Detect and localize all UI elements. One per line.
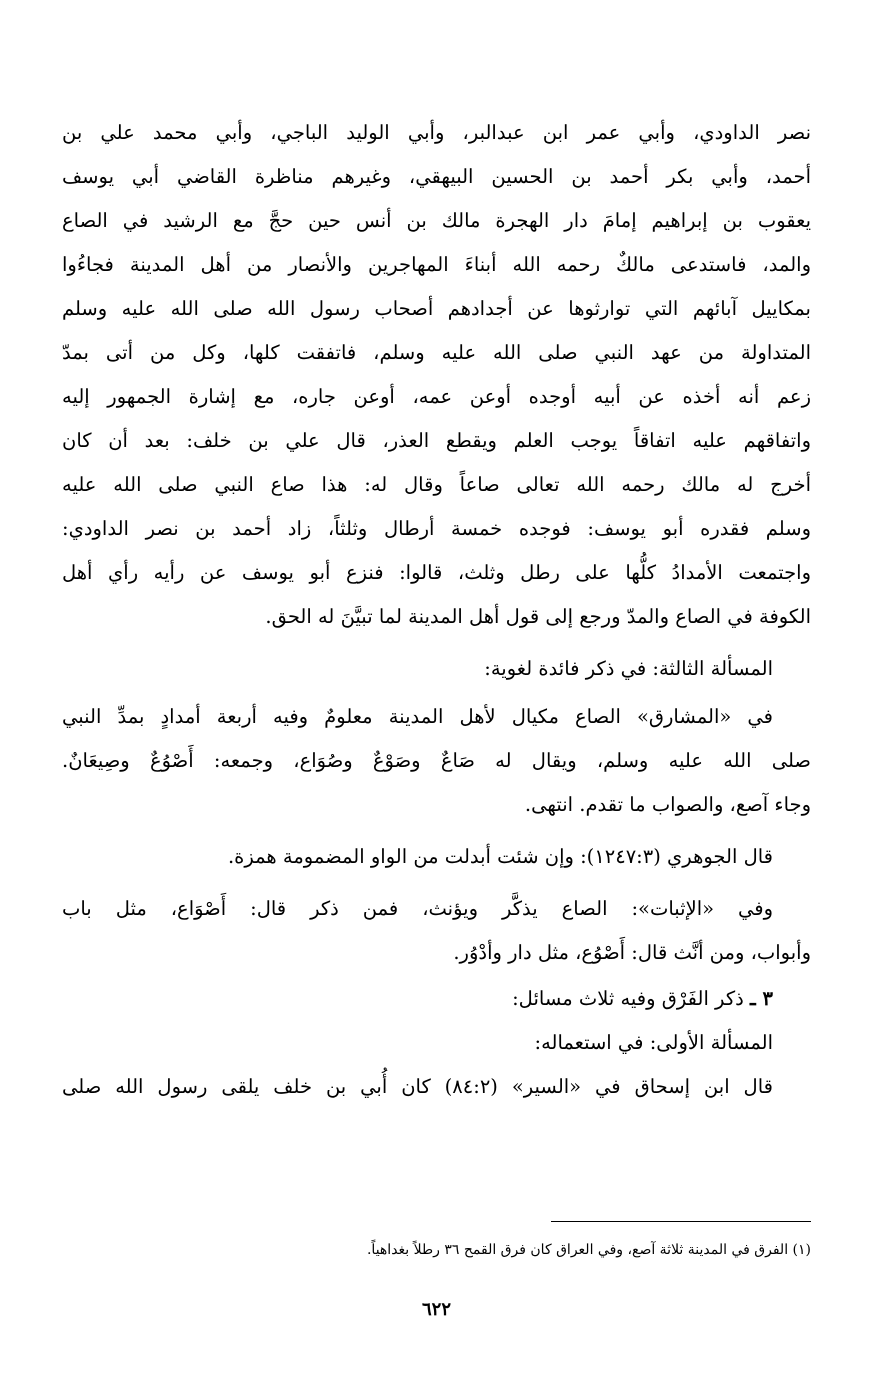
section-3-number: ٣ ـ <box>750 987 773 1010</box>
body-line-3: يعقوب بن إبراهيم إمامَ دار الهجرة مالك بن أنس حين حجَّ مع الرشيد في الصاع <box>62 209 811 232</box>
ibn-ishaq-line: قال ابن إسحاق في «السير» (٨٤:٢) كان أُبي بن خلف يلقى رسول الله صلى <box>62 1075 773 1098</box>
mashariq-line-2: صلى الله عليه وسلم، ويقال له صَاعٌ وصَوْعٌ وصُوَاع، وجمعه: أَصْوُعٌ وصِيعَانٌ. <box>62 749 811 772</box>
ithbat-line-2: وأبواب، ومن أنَّث قال: أَصْوُع، مثل دار وأدْوُر. <box>453 941 811 964</box>
page-number: ٦٢٢ <box>421 1299 451 1320</box>
body-line-10: وسلم فقدره أبو يوسف: فوجده خمسة أرطال وثلثاً، زاد أحمد بن نصر الداودي: <box>62 517 811 540</box>
section-3-title: ذكر الفَرْق وفيه ثلاث مسائل: <box>512 987 744 1010</box>
body-line-8: واتفاقهم عليه اتفاقاً يوجب العلم ويقطع العذر، قال علي بن خلف: بعد أن كان <box>62 429 811 452</box>
body-line-12: الكوفة في الصاع والمدّ ورجع إلى قول أهل المدينة لما تبيَّنَ له الحق. <box>265 605 811 628</box>
body-line-5: بمكاييل آبائهم التي توارثوها عن أجدادهم أصحاب رسول الله صلى الله عليه وسلم <box>62 297 811 320</box>
body-line-11: واجتمعت الأمدادُ كلُّها على رطل وثلث، قالوا: فنزع أبو يوسف عن رأيه رأي أهل <box>62 561 811 584</box>
body-line-4: والمد، فاستدعى مالكٌ رحمه الله أبناءَ المهاجرين والأنصار من أهل المدينة فجاءُوا <box>62 253 811 276</box>
body-line-2: أحمد، وأبي بكر أحمد بن الحسين البيهقي، وغيرهم مناظرة القاضي أبي يوسف <box>62 165 811 188</box>
body-line-6: المتداولة من عهد النبي صلى الله عليه وسلم، فاتفقت كلها، وكل من أتى بمدّ <box>62 341 811 364</box>
jawhari-quote: قال الجوهري (١٢٤٧:٣): وإن شئت أبدلت من الواو المضمومة همزة. <box>227 845 773 868</box>
mashariq-line-1: في «المشارق» الصاع مكيال لأهل المدينة معلومٌ وفيه أربعة أمدادٍ بمدِّ النبي <box>62 705 773 728</box>
section-3-heading <box>62 977 773 1021</box>
mashariq-line-3: وجاء آصع، والصواب ما تقدم. انتهى. <box>524 793 811 816</box>
body-line-7: زعم أنه أخذه عن أبيه أوجده أوعن عمه، أوعن جاره، مع إشارة الجمهور إليه <box>62 385 811 408</box>
body-line-1: نصر الداودي، وأبي عمر ابن عبدالبر، وأبي الوليد الباجي، وأبي محمد علي بن <box>62 121 811 144</box>
body-line-9: أخرج له مالك رحمه الله تعالى صاعاً وقال له: هذا صاع النبي صلى الله عليه <box>62 473 811 496</box>
masala-1-heading: المسألة الأولى: في استعماله: <box>534 1031 773 1054</box>
footnote-separator <box>551 1221 811 1222</box>
masala-3-heading: المسألة الثالثة: في ذكر فائدة لغوية: <box>484 657 773 680</box>
ithbat-line-1: وفي «الإثبات»: الصاع يذكَّر ويؤنث، فمن ذكر قال: أَصْوَاع، مثل باب <box>62 897 773 920</box>
footnote-1: (١) الفرق في المدينة ثلاثة آصع، وفي العراق كان فرق القمح ٣٦ رطلاً بغداهياً. <box>366 1242 811 1258</box>
